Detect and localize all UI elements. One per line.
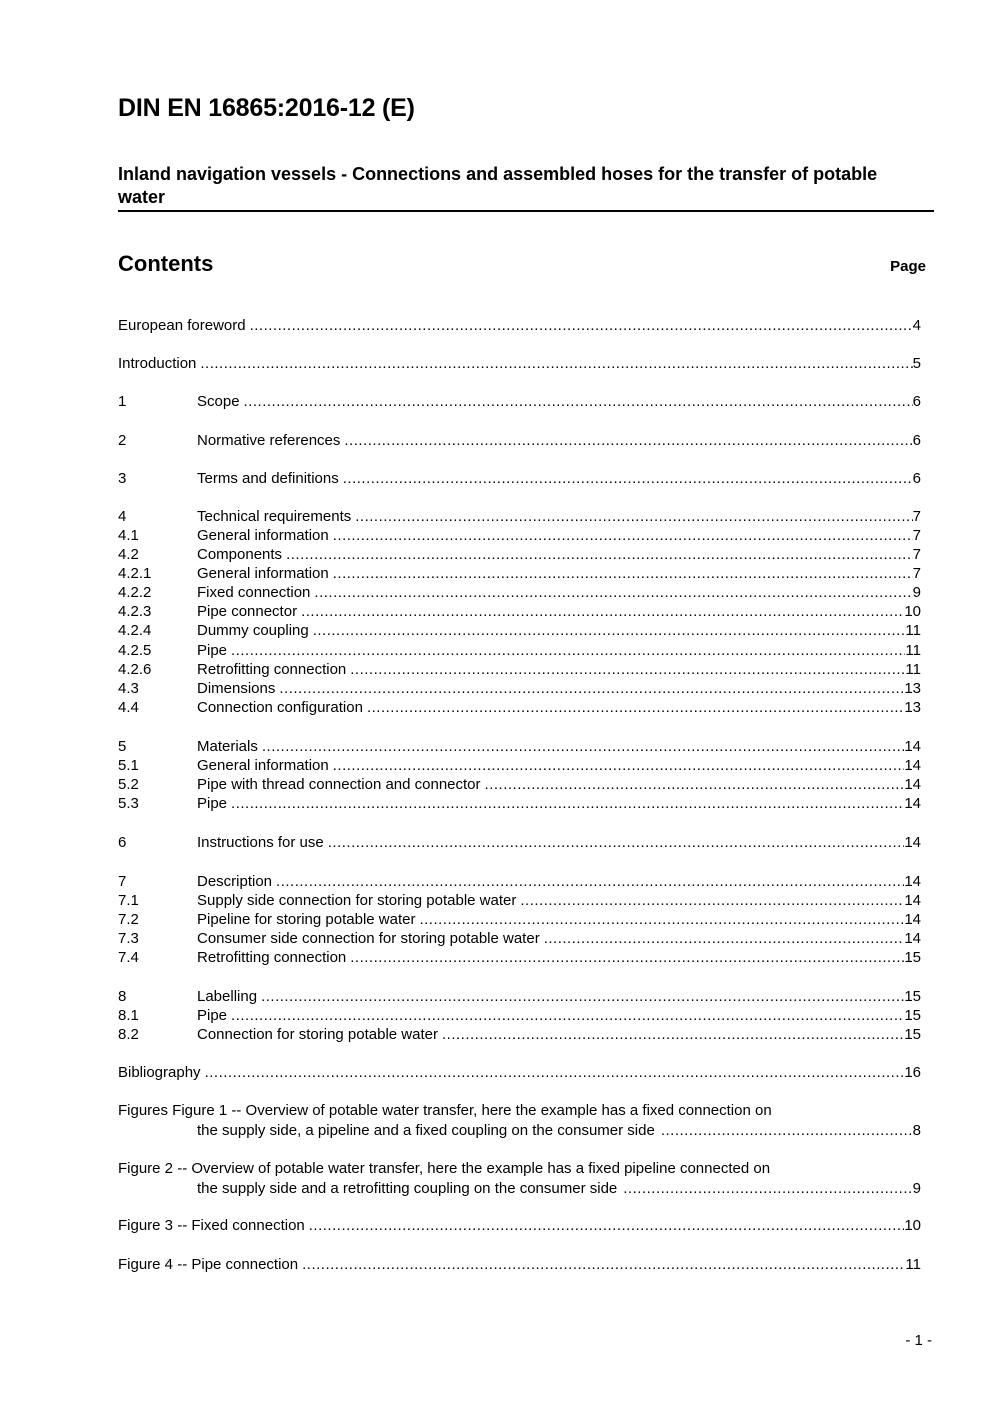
toc-entry-label: General information: [197, 565, 329, 582]
leader-dots: [205, 1063, 905, 1082]
leader-dots: [350, 660, 905, 679]
leader-dots: [442, 1025, 904, 1044]
toc-entry-number: 4.2.2: [118, 584, 152, 601]
toc-entry-number: 8.2: [118, 1026, 139, 1043]
page-number: - 1 -: [905, 1332, 932, 1349]
toc-entry-label: Pipe connector: [197, 603, 298, 620]
toc-entry-page: 10: [904, 603, 921, 620]
toc-entry[interactable]: [118, 469, 921, 488]
toc-entry-page: 11: [905, 642, 921, 659]
toc-entry[interactable]: [118, 737, 921, 756]
figure-entry-page: 9: [912, 1179, 921, 1197]
figure-entry-caption-cont: the supply side and a retrofitting coupling on the consumer side: [197, 1179, 618, 1197]
toc-entry-page: 7: [912, 546, 921, 563]
toc-entry-page: 6: [912, 432, 921, 449]
leader-dots: [313, 621, 906, 640]
figure-entry-caption: Figures Figure 1 -- Overview of potable water transfer, here the example has a fixed connection on: [118, 1102, 772, 1119]
toc-entry-page: 4: [912, 317, 921, 334]
toc-entry-number: 5.1: [118, 757, 139, 774]
toc-entry-number: 4.2.6: [118, 661, 152, 678]
toc-entry-number: 2: [118, 432, 127, 449]
toc-entry[interactable]: [118, 431, 921, 450]
leader-dots: [279, 679, 904, 698]
toc-entry[interactable]: [118, 526, 921, 545]
toc-entry-page: 15: [904, 949, 921, 966]
toc-entry-label: Pipe: [197, 795, 228, 812]
leader-dots: [328, 833, 905, 852]
leader-dots: [276, 872, 904, 891]
toc-entry-page: 15: [904, 1007, 921, 1024]
leader-dots: [333, 526, 913, 545]
leader-dots: [286, 545, 913, 564]
document-title: DIN EN 16865:2016-12 (E): [118, 94, 415, 122]
toc-entry-page: 7: [912, 565, 921, 582]
toc-entry[interactable]: [118, 1025, 921, 1044]
toc-entry[interactable]: [118, 621, 921, 640]
leader-dots: [344, 431, 912, 450]
toc-entry-number: 4.2.3: [118, 603, 152, 620]
figure-entry-caption: Figure 2 -- Overview of potable water transfer, here the example has a fixed pipeline connected on: [118, 1160, 771, 1177]
leader-dots: [314, 583, 912, 602]
toc-entry-page: 13: [904, 699, 921, 716]
toc-entry[interactable]: [118, 910, 921, 929]
toc-entry-page: 7: [912, 508, 921, 525]
toc-entry-number: 4.4: [118, 699, 139, 716]
toc-entry-label: Connection for storing potable water: [197, 1026, 438, 1043]
toc-entry-label: General information: [197, 757, 329, 774]
toc-entry-label: Pipe: [197, 642, 228, 659]
leader-dots: [419, 910, 904, 929]
toc-entry-label: Introduction: [118, 355, 197, 372]
leader-dots: [301, 602, 904, 621]
toc-entry-page: 16: [904, 1064, 921, 1081]
leader-dots: [544, 929, 905, 948]
table-of-contents: [118, 0, 921, 1403]
leader-dots: [302, 1255, 905, 1274]
toc-entry[interactable]: [118, 756, 921, 775]
leader-dots: [309, 1216, 905, 1235]
figure-entry[interactable]: [118, 1216, 921, 1235]
toc-entry-number: 1: [118, 393, 127, 410]
toc-entry-number: 4.3: [118, 680, 139, 697]
figure-entry-page: 8: [912, 1121, 921, 1139]
toc-entry-label: Pipe with thread connection and connector: [197, 776, 481, 793]
toc-entry[interactable]: [118, 316, 921, 335]
toc-entry[interactable]: [118, 872, 921, 891]
toc-entry[interactable]: [118, 660, 921, 679]
leader-dots: [261, 987, 904, 1006]
figure-entry-caption: Figure 4 -- Pipe connection: [118, 1256, 299, 1273]
toc-entry-page: 14: [904, 738, 921, 755]
toc-entry[interactable]: [118, 583, 921, 602]
toc-entry[interactable]: [118, 794, 921, 813]
toc-entry-label: Description: [197, 873, 273, 890]
toc-entry-label: Components: [197, 546, 283, 563]
toc-entry[interactable]: [118, 1006, 921, 1025]
toc-entry-number: 3: [118, 470, 127, 487]
toc-entry[interactable]: [118, 775, 921, 794]
toc-entry-page: 14: [904, 892, 921, 909]
toc-entry[interactable]: [118, 602, 921, 621]
leader-dots: [485, 775, 905, 794]
leader-dots: [350, 948, 904, 967]
leader-dots: [262, 737, 904, 756]
leader-dots: [367, 698, 904, 717]
leader-dots: [333, 564, 913, 583]
toc-entry-page: 7: [912, 527, 921, 544]
toc-entry[interactable]: [118, 698, 921, 717]
toc-entry-number: 7.1: [118, 892, 139, 909]
leader-dots: [250, 316, 913, 335]
leader-dots: [520, 891, 904, 910]
toc-entry-page: 6: [912, 393, 921, 410]
toc-entry-page: 14: [904, 776, 921, 793]
toc-entry-label: Bibliography: [118, 1064, 201, 1081]
leader-dots: [355, 507, 912, 526]
figure-entry-page: 10: [904, 1217, 921, 1234]
toc-entry-page: 11: [905, 661, 921, 678]
figure-entry[interactable]: [118, 1159, 921, 1198]
toc-entry-number: 5.2: [118, 776, 139, 793]
toc-entry-label: Pipeline for storing potable water: [197, 911, 416, 928]
toc-entry-number: 4.2.4: [118, 622, 152, 639]
toc-entry-page: 14: [904, 834, 921, 851]
figure-entry[interactable]: [118, 1101, 921, 1140]
leader-dots: [244, 392, 913, 411]
toc-entry-number: 4.2.1: [118, 565, 152, 582]
toc-entry-number: 7.3: [118, 930, 139, 947]
toc-entry-number: 4.1: [118, 527, 139, 544]
toc-entry-number: 6: [118, 834, 127, 851]
toc-entry-label: Retrofitting connection: [197, 949, 347, 966]
toc-entry[interactable]: [118, 564, 921, 583]
figure-entry-caption-cont: the supply side, a pipeline and a fixed coupling on the consumer side: [197, 1121, 655, 1139]
toc-entry-label: European foreword: [118, 317, 246, 334]
toc-entry-page: 14: [904, 911, 921, 928]
toc-entry-page: 14: [904, 930, 921, 947]
toc-entry-number: 7.4: [118, 949, 139, 966]
toc-entry[interactable]: [118, 948, 921, 967]
toc-entry-label: Materials: [197, 738, 258, 755]
toc-entry[interactable]: [118, 392, 921, 411]
toc-entry[interactable]: [118, 679, 921, 698]
toc-entry-label: Terms and definitions: [197, 470, 339, 487]
toc-entry-number: 4.2: [118, 546, 139, 563]
figure-entry[interactable]: [118, 1255, 921, 1274]
toc-entry[interactable]: [118, 891, 921, 910]
toc-entry-label: Dummy coupling: [197, 622, 309, 639]
toc-entry-number: 7: [118, 873, 127, 890]
toc-entry-page: 9: [912, 584, 921, 601]
toc-entry-label: Scope: [197, 393, 240, 410]
toc-entry[interactable]: [118, 1063, 921, 1082]
toc-entry-page: 13: [904, 680, 921, 697]
document-subtitle: Inland navigation vessels - Connections and assembled hoses for the transfer of potable water: [118, 164, 878, 207]
toc-entry-label: Normative references: [197, 432, 341, 449]
leader-dots: [333, 756, 905, 775]
toc-entry-page: 6: [912, 470, 921, 487]
toc-entry-page: 11: [905, 622, 921, 639]
toc-entry[interactable]: [118, 833, 921, 852]
leader-dots: [343, 469, 913, 488]
toc-entry-label: Consumer side connection for storing potable water: [197, 930, 540, 947]
toc-entry[interactable]: [118, 929, 921, 948]
toc-entry-page: 5: [912, 355, 921, 372]
toc-entry[interactable]: [118, 354, 921, 373]
toc-entry-label: Retrofitting connection: [197, 661, 347, 678]
toc-entry-number: 5.3: [118, 795, 139, 812]
toc-entry-label: General information: [197, 527, 329, 544]
page-column-label: Page: [890, 258, 926, 275]
toc-entry-label: Connection configuration: [197, 699, 363, 716]
toc-entry-number: 4.2.5: [118, 642, 152, 659]
toc-entry-page: 15: [904, 1026, 921, 1043]
toc-entry-number: 7.2: [118, 911, 139, 928]
toc-entry-page: 14: [904, 795, 921, 812]
toc-entry-number: 5: [118, 738, 127, 755]
contents-heading: Contents: [118, 251, 214, 276]
toc-entry[interactable]: [118, 641, 921, 660]
toc-entry[interactable]: [118, 987, 921, 1006]
leader-dots: [231, 1006, 904, 1025]
toc-entry-label: Instructions for use: [197, 834, 324, 851]
toc-entry-page: 14: [904, 757, 921, 774]
toc-entry-number: 4: [118, 508, 127, 525]
toc-entry-label: Technical requirements: [197, 508, 352, 525]
figure-entry-page: 11: [905, 1256, 921, 1273]
toc-entry-label: Fixed connection: [197, 584, 311, 601]
toc-entry-label: Labelling: [197, 988, 258, 1005]
figure-entry-caption: Figure 3 -- Fixed connection: [118, 1217, 305, 1234]
toc-entry-label: Dimensions: [197, 680, 276, 697]
toc-entry[interactable]: [118, 545, 921, 564]
toc-entry-page: 14: [904, 873, 921, 890]
toc-entry-number: 8.1: [118, 1007, 139, 1024]
toc-entry-page: 15: [904, 988, 921, 1005]
toc-entry-number: 8: [118, 988, 127, 1005]
toc-entry[interactable]: [118, 507, 921, 526]
toc-entry-label: Supply side connection for storing potable water: [197, 892, 517, 909]
leader-dots: [200, 354, 912, 373]
leader-dots: [623, 1179, 912, 1199]
leader-dots: [661, 1121, 913, 1141]
leader-dots: [231, 641, 905, 660]
leader-dots: [231, 794, 904, 813]
toc-entry-label: Pipe: [197, 1007, 228, 1024]
